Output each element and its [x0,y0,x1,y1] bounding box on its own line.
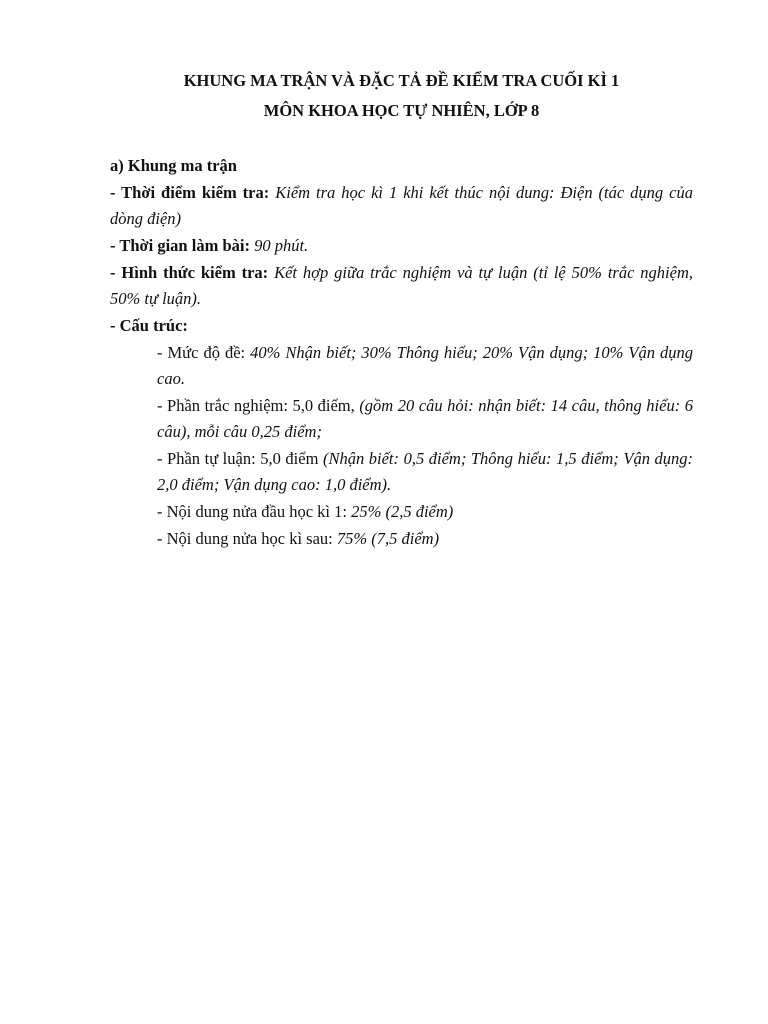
structure-item-italic: (Nhận biết: 0,5 điểm; Thông hiểu: 1,5 điểm; Vận dụng: 2,0 điểm; Vận dụng cao: 1,0 điểm). [157,449,693,494]
title-block [110,66,693,126]
exam-format [110,260,693,313]
exam-duration-label: - Thời gian làm bài: [110,236,250,255]
structure-label: - Cấu trúc: [110,316,188,335]
exam-format-value: Kết hợp giữa trắc nghiệm và tự luận (tỉ lệ 50% trắc nghiệm, 50% tự luận). [110,263,693,308]
exam-duration [110,233,693,260]
title-line-2: MÔN KHOA HỌC TỰ NHIÊN, LỚP 8 [263,101,540,120]
exam-time-point-label: - Thời điểm kiểm tra: [110,183,270,202]
section-heading: a) Khung ma trận [110,156,237,175]
structure-item-plain: - Nội dung nửa học kì sau: [157,529,337,548]
structure-item-plain: - Phần trắc nghiệm: 5,0 điểm, [157,396,360,415]
structure-item-plain: - Phần tự luận: 5,0 điểm [157,449,323,468]
structure-item-essay [110,446,693,499]
structure-item-difficulty [110,340,693,393]
structure-item-italic: (gồm 20 câu hỏi: nhận biết: 14 câu, thông hiểu: 6 câu), mỗi câu 0,25 điểm; [157,396,693,441]
exam-format-label: - Hình thức kiểm tra: [110,263,269,282]
structure-item-italic: 25% (2,5 điểm) [351,502,454,521]
exam-duration-value: 90 phút. [254,236,309,255]
structure-item-first-half [110,499,693,526]
structure-item-plain: - Mức độ đề: [157,343,251,362]
structure-item-plain: - Nội dung nửa đầu học kì 1: [157,502,352,521]
structure-item-italic: 40% Nhận biết; 30% Thông hiểu; 20% Vận dụng; 10% Vận dụng cao. [157,343,694,388]
exam-time-point-value: Kiểm tra học kì 1 khi kết thúc nội dung: Điện (tác dụng của dòng điện) [110,183,693,228]
title-line-1: KHUNG MA TRẬN VÀ ĐẶC TẢ ĐỀ KIỂM TRA CUỐI KÌ 1 [183,71,620,90]
document-page [110,66,693,553]
exam-time-point [110,180,693,233]
structure-item-italic: 75% (7,5 điểm) [336,529,440,548]
structure-item-multiple-choice [110,393,693,446]
structure-item-second-half [110,526,693,553]
